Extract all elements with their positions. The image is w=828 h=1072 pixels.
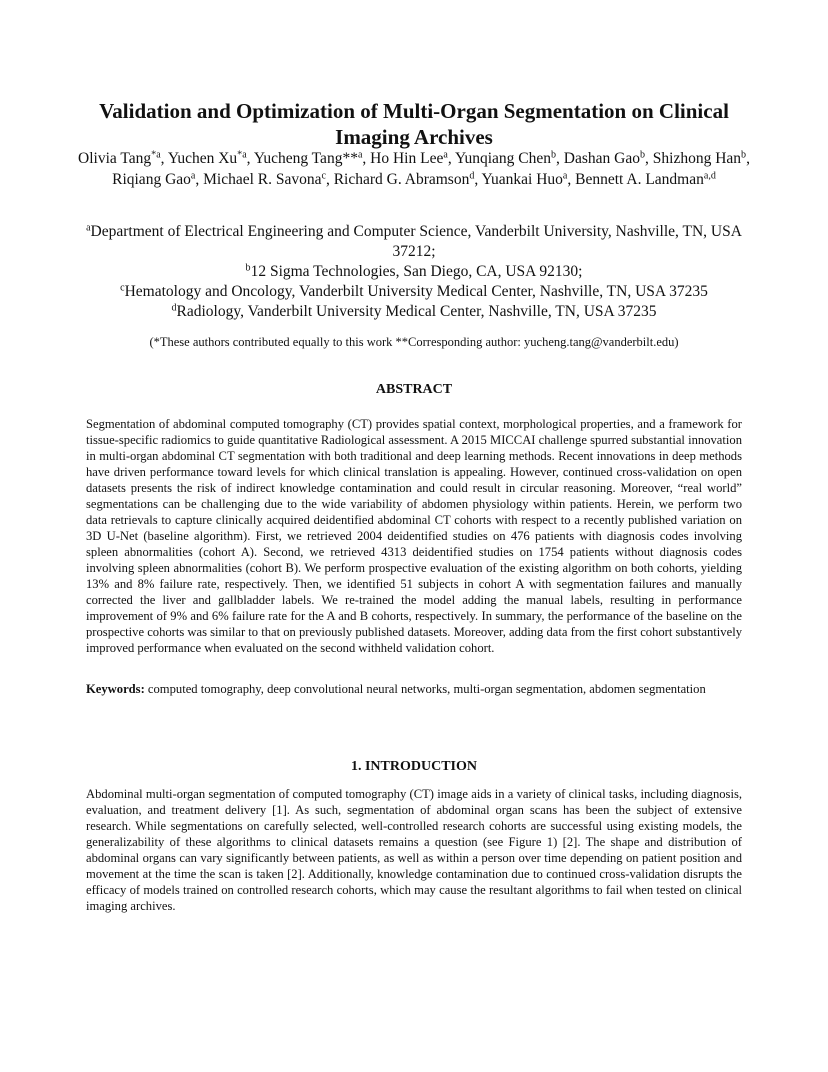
keywords-text: computed tomography, deep convolutional neural networks, multi-organ segmentation, abdomen segmentation <box>147 682 706 696</box>
author: Richard G. Abramson$^d$ <box>333 170 475 188</box>
author: Yuchen Xu$^{*a}$ <box>167 149 247 167</box>
author: Ho Hin Lee$^a$ <box>370 149 448 167</box>
introduction-heading: 1. INTRODUCTION <box>350 759 477 774</box>
author: Dashan Gao$^b$ <box>563 149 646 167</box>
paper-title: Validation and Optimization of Multi-Organ Segmentation on Clinical Imaging Archives <box>99 99 729 149</box>
affiliation: $^d$Radiology, Vanderbilt University Medical Center, Nashville, TN, USA 37235 <box>171 302 657 320</box>
author: Bennett A. Landman$^{a,d}$ <box>575 170 716 188</box>
author: Yunqiang Chen$^b$ <box>455 149 557 167</box>
author: Yucheng Tang**$^a$ <box>253 149 363 167</box>
affiliation: $^c$Hematology and Oncology, Vanderbilt University Medical Center, Nashville, TN, USA 37235 <box>120 282 708 300</box>
introduction-text: Abdominal multi-organ segmentation of computed tomography (CT) image aids in a variety of clinical tasks, including diagnosis, evaluation, and treatment delivery [1]. As such, segmentation of abdominal organ scans has been the subject of extensive research. While segmentations on carefully selected, well-controlled research cohorts are successful using existing models, the generalizability of these algorithms to clinical datasets remains a question (see Figure 1) [2]. The shape and distribution of abdominal organs can vary significantly between patients, as well as within a person over time depending on patient position and movement at the time the scan is taken [2]. Additionally, knowledge contamination due to continued cross-validation disrupts the efficacy of models trained on controlled research cohorts, which may cause the resultant algorithms to fail when tested on clinical imaging archives. <box>86 787 742 913</box>
affiliation: $^b$12 Sigma Technologies, San Diego, CA, USA 92130; <box>245 262 583 280</box>
abstract-text: Segmentation of abdominal computed tomography (CT) provides spatial context, morphological properties, and a framework for tissue-specific radiomics to guide quantitative Radiological assessment. A 2015 MICCAI challenge spurred substantial innovation in multi-organ abdominal CT segmentation with both traditional and deep learning methods. Recent innovations in deep methods have driven performance toward levels for which clinical translation is appealing. However, continued cross-validation on open datasets presents the risk of indirect knowledge contamination and could result in circular reasoning. Moreover, “real world” segmentations can be challenging due to the wide variability of abdomen physiology within patients. Herein, we perform two data retrievals to capture clinically acquired deidentified abdominal CT cohorts with respect to a recently published variation on 3D U-Net (baseline algorithm). First, we retrieved 2004 deidentified studies on 476 patients with diagnosis codes involving spleen abnormalities (cohort A). Second, we retrieved 4313 deidentified studies on 1754 patients without diagnosis codes involving spleen abnormalities (cohort B). We perform prospective evaluation of the existing algorithm on both cohorts, yielding 13% and 8% failure rate, respectively. Then, we identified 51 subjects in cohort A with segmentation failures and manually corrected the liver and gallbladder labels. We re-trained the model adding the manual labels, resulting in performance improvement of 9% and 6% failure rate for the A and B cohorts, respectively. In summary, the performance of the baseline on the prospective cohorts was similar to that on previously published datasets. Moreover, adding data from the first cohort substantively improved performance when evaluated on the second withheld validation cohort. <box>86 417 742 655</box>
affiliation: $^a$Department of Electrical Engineering and Computer Science, Vanderbilt University, Nashville, TN, USA 37212; <box>86 222 742 260</box>
author: Yuankai Huo$^a$ <box>481 170 568 188</box>
abstract-heading: ABSTRACT <box>375 382 453 397</box>
keywords-label: Keywords: <box>86 682 145 696</box>
keywords <box>86 681 742 697</box>
author: Shizhong Han$^b$ <box>652 149 747 167</box>
author-note: (*These authors contributed equally to this work **Corresponding author: yucheng.tang@vanderbilt.edu) <box>149 335 679 349</box>
author-list: Olivia Tang$^{*a}$, Yuchen Xu$^{*a}$, Yucheng Tang**$^a$, Ho Hin Lee$^a$, Yunqiang Chen$^b$, Dashan Gao$^b$, Shizhong Han$^b$, Riqiang Gao$^a$, Michael R. Savona$^c$, Richard G. Abramson$^d$, Yuankai Huo$^a$, Bennett A. Landman$^{a,d}$ <box>78 149 750 188</box>
author: Olivia Tang$^{*a}$ <box>78 149 161 167</box>
author: Michael R. Savona$^c$ <box>203 170 326 188</box>
affiliations <box>70 222 758 322</box>
author: Riqiang Gao$^a$ <box>112 170 196 188</box>
